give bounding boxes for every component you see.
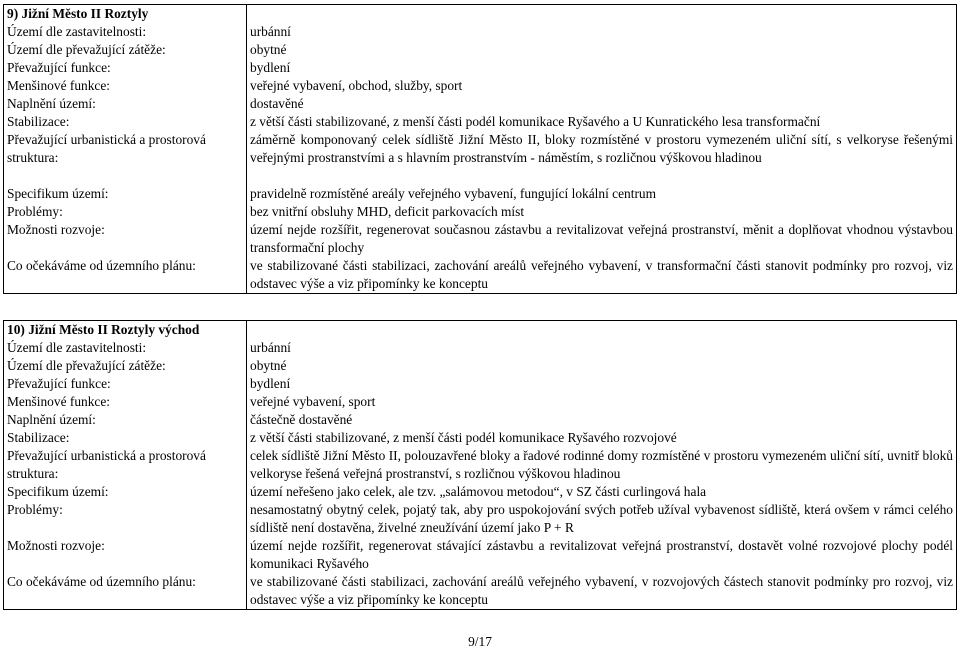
- label-specifikum: Specifikum území:: [7, 484, 109, 499]
- value-struktura: záměrně komponovaný celek sídliště Jižní Město II, bloky rozmístěné v prostoru vymezeném uliční sítí, s velkoryse řešenými veřejnými prostranstvími a s hlavním prostranstvím - náměstím, s rozličnou výškovou hladinou: [250, 132, 953, 165]
- section-title: 10) Jižní Město II Roztyly východ: [7, 322, 200, 337]
- section-labels-cell: [4, 5, 247, 294]
- value-zastavitelnost: urbánní: [250, 24, 291, 39]
- label-specifikum: Specifikum území:: [7, 186, 109, 201]
- label-prevazujici-funkce: Převažující funkce:: [7, 376, 111, 391]
- value-moznosti: území nejde rozšířit, regenerovat současnou zástavbu a revitalizovat veřejná prostranství, měnit a doplňovat vhodnou výstavbou transformační plochy: [250, 222, 953, 255]
- label-problemy: Problémy:: [7, 204, 63, 219]
- label-struktura: Převažující urbanistická a prostorová struktura:: [7, 132, 206, 165]
- value-mensinove-funkce: veřejné vybavení, sport: [250, 394, 376, 409]
- label-zatez: Území dle převažující zátěže:: [7, 358, 166, 373]
- label-moznosti: Možnosti rozvoje:: [7, 538, 105, 553]
- value-prevazujici-funkce: bydlení: [250, 60, 291, 75]
- title-spacer: [250, 5, 953, 23]
- section-title: 9) Jižní Město II Roztyly: [7, 6, 149, 21]
- title-spacer: [250, 321, 953, 339]
- label-moznosti: Možnosti rozvoje:: [7, 222, 105, 237]
- label-zastavitelnost: Území dle zastavitelnosti:: [7, 340, 147, 355]
- value-problemy: nesamostatný obytný celek, pojatý tak, aby pro uspokojování svých potřeb užíval vybavenost sídliště, která ovšem v rámci celého sídliště není dostavěna, živelné zneužívání území jako P + R: [250, 502, 953, 535]
- label-problemy: Problémy:: [7, 502, 63, 517]
- label-ocekavani: Co očekáváme od územního plánu:: [7, 258, 196, 273]
- value-naplneni: dostavěné: [250, 96, 304, 111]
- value-moznosti: území nejde rozšířit, regenerovat stávající zástavbu a revitalizovat veřejná prostranství, dostavět volné rozvojové plochy podél komunikaci Ryšavého: [250, 538, 953, 571]
- label-naplneni: Naplnění území:: [7, 96, 96, 111]
- value-ocekavani: ve stabilizované části stabilizaci, zachování areálů veřejného vybavení, v rozvojových částech stanovit podmínky pro rozvoj, viz odstavec výše a viz připomínky ke konceptu: [250, 574, 953, 607]
- label-naplneni: Naplnění území:: [7, 412, 96, 427]
- section-labels-cell: [4, 321, 247, 610]
- section-table-9: [3, 4, 957, 294]
- section-values-cell: [247, 321, 957, 610]
- value-mensinove-funkce: veřejné vybavení, obchod, služby, sport: [250, 78, 463, 93]
- label-struktura: Převažující urbanistická a prostorová struktura:: [7, 448, 206, 481]
- label-stabilizace: Stabilizace:: [7, 114, 70, 129]
- section-values-cell: [247, 5, 957, 294]
- value-stabilizace: z větší části stabilizované, z menší části podél komunikace Ryšavého rozvojové: [250, 430, 677, 445]
- value-zastavitelnost: urbánní: [250, 340, 291, 355]
- value-stabilizace: z větší části stabilizované, z menší části podél komunikace Ryšavého a U Kunratického lesa transformační: [250, 114, 821, 129]
- section-table-10: [3, 320, 957, 610]
- value-prevazujici-funkce: bydlení: [250, 376, 291, 391]
- value-struktura: celek sídliště Jižní Město II, polouzavřené bloky a řadové rodinné domy rozmístěné v prostoru vymezeném uliční sítí, uvnitř bloků velkoryse řešená veřejná prostranství, s rozličnou výškovou hladinou: [250, 448, 953, 481]
- label-mensinove-funkce: Menšinové funkce:: [7, 78, 111, 93]
- value-specifikum: území neřešeno jako celek, ale tzv. „salámovou metodou“, v SZ části curlingová hala: [250, 484, 707, 499]
- label-stabilizace: Stabilizace:: [7, 430, 70, 445]
- label-prevazujici-funkce: Převažující funkce:: [7, 60, 111, 75]
- label-zatez: Území dle převažující zátěže:: [7, 42, 166, 57]
- page-number: 9/17: [468, 634, 492, 649]
- value-specifikum: pravidelně rozmístěné areály veřejného vybavení, fungující lokální centrum: [250, 186, 657, 201]
- value-zatez: obytné: [250, 42, 287, 57]
- value-ocekavani: ve stabilizované části stabilizaci, zachování areálů veřejného vybavení, v transformační části stanovit podmínky pro rozvoj, viz odstavec výše a viz připomínky ke konceptu: [250, 258, 953, 291]
- value-problemy: bez vnitřní obsluhy MHD, deficit parkovacích míst: [250, 204, 525, 219]
- label-mensinove-funkce: Menšinové funkce:: [7, 394, 111, 409]
- value-zatez: obytné: [250, 358, 287, 373]
- label-ocekavani: Co očekáváme od územního plánu:: [7, 574, 196, 589]
- value-naplneni: částečně dostavěné: [250, 412, 353, 427]
- label-zastavitelnost: Území dle zastavitelnosti:: [7, 24, 147, 39]
